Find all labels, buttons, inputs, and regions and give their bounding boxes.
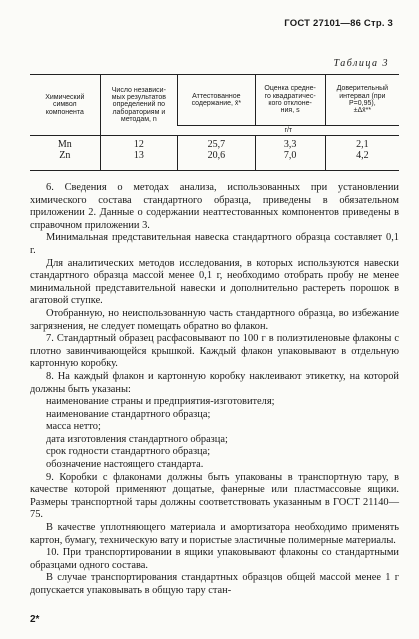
header-line: Аттестованное	[192, 92, 241, 100]
page-footer-mark: 2*	[30, 614, 40, 625]
header-line: определений по	[112, 101, 166, 109]
paragraph: 7. Стандартный образец расфасовывают по 100 г в полиэтиленовые флаконы с плотно завинчивающейся крышкой. Каждый флакон упаковывают в отдельную картонную коробку.	[30, 333, 399, 370]
label-item: дата изготовления стандартного образца;	[46, 433, 228, 445]
unit-label: г/т	[178, 126, 399, 136]
header-line: Химический	[45, 93, 85, 101]
paragraph: В случае транспортирования стандартных образцов общей массой менее 1 г допускается упаковывать в общую тару стан-	[30, 572, 399, 596]
column-header-deviation	[255, 75, 325, 126]
label-item: масса нетто;	[46, 421, 101, 433]
label-item: обозначение настоящего стандарта.	[46, 459, 204, 471]
paragraph: Минимальная представительная навеска стандартного образца составляет 0,1 г.	[30, 232, 399, 256]
header-line: компонента	[45, 108, 84, 116]
label-item: наименование стандартного образца;	[46, 408, 211, 420]
paragraph: 9. Коробки с флаконами должны быть упакованы в транспортную тару, в качестве которой применяют дощатые, фанерные или пластмассовые ящики. Размеры транспортной тары должны соответствовать указанным в ГОСТ 21140—75.	[30, 471, 399, 521]
column-header-interval	[325, 75, 399, 126]
label-item: срок годности стандартного образца;	[46, 446, 211, 458]
paragraph: Отобранную, но неиспользованную часть стандартного образца, во избежание загрязнения, не следует помещать обратно во флакон.	[30, 307, 399, 332]
paragraph: В качестве уплотняющего материала и амортизатора необходимо применять картон, бумагу, техническую вату и пористые эластичные полимерные материалы.	[30, 522, 399, 546]
symbol-cell: Mn Zn	[30, 136, 100, 171]
data-table	[30, 74, 399, 171]
header-line: лабораториям и	[112, 108, 166, 116]
header-line: мых результатов	[111, 93, 166, 101]
count-cell: 12 13	[100, 136, 177, 171]
deviation-cell: 3,3 7,0	[255, 136, 325, 171]
header-line: методам, n	[120, 116, 157, 124]
header-line: Оценка средне-	[264, 85, 316, 93]
header-line: го квадратичес-	[264, 92, 316, 100]
interval-cell: 2,1 4,2	[325, 136, 399, 171]
paragraph: 10. При транспортировании в ящики упаковывают флаконы со стандартными образцами одного состава.	[30, 547, 399, 571]
header-line: P=0,95),	[349, 100, 376, 107]
header-line: содержание, x̄*	[191, 100, 242, 107]
table-title: Таблица 3	[333, 58, 389, 69]
column-header-content	[178, 75, 255, 126]
header-line: ния, s	[280, 107, 300, 115]
header-line: Число независи-	[111, 86, 166, 94]
body-text	[30, 182, 399, 598]
column-header-count	[100, 75, 177, 136]
header-line: символ	[52, 101, 77, 109]
header-line: кого отклоне-	[268, 100, 312, 107]
column-header-symbol	[30, 75, 100, 136]
label-item: наименование страны и предприятия-изготовителя;	[46, 396, 275, 408]
header-line: ±Δx̄**	[353, 107, 372, 115]
header-line: интервал (при	[339, 92, 386, 100]
header-line: Доверительный	[336, 85, 389, 93]
paragraph: 6. Сведения о методах анализа, использованных при установлении химического состава стандартного образца, приведены в обязательном приложении 2. Данные о содержании неаттестованных компонентов приведены в справочном приложении 3.	[30, 182, 399, 231]
page-header: ГОСТ 27101—86 Стр. 3	[284, 18, 393, 29]
content-cell: 25,7 20,6	[178, 136, 255, 171]
paragraph: Для аналитических методов исследования, в которых используются навески стандартного образца массой менее 0,1 г, необходимо отобрать пробу не менее минимальной представительной навески и дополнительно растереть порошок в агатовой ступке.	[30, 257, 399, 307]
paragraph: 8. На каждый флакон и картонную коробку наклеивают этикетку, на которой должны быть указаны:	[30, 370, 399, 395]
